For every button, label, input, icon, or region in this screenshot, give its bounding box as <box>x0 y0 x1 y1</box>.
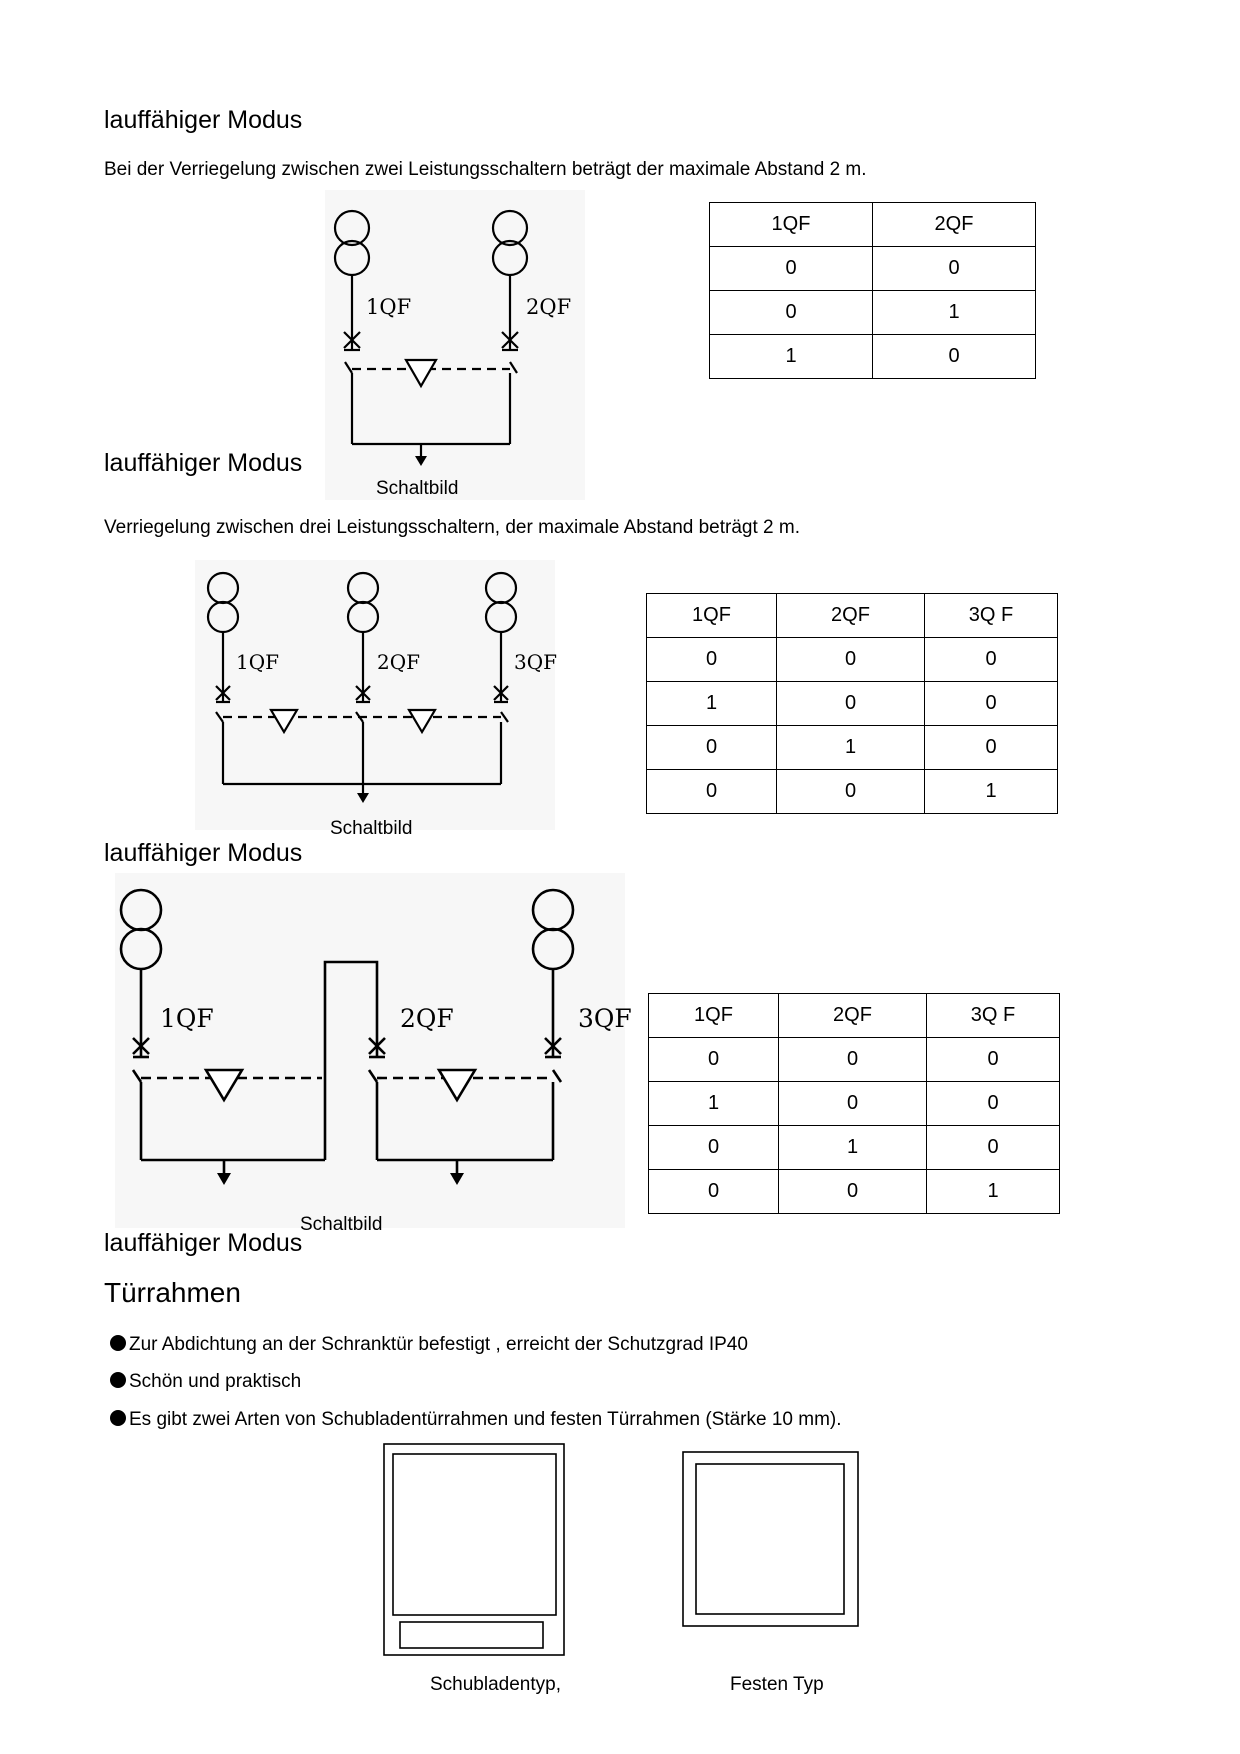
table-cell: 0 <box>927 1126 1060 1170</box>
door-frame-heading: Türrahmen <box>104 1277 241 1308</box>
table-cell: 1 <box>927 1170 1060 1214</box>
truth-table-two-breakers <box>709 202 1036 379</box>
table-cell: 0 <box>873 335 1036 379</box>
table-cell: 0 <box>779 1038 927 1082</box>
table-cell: 0 <box>647 726 777 770</box>
schematic-caption: Schaltbild <box>330 818 413 839</box>
breaker-label: 2QF <box>377 650 420 674</box>
table-cell: 0 <box>927 1038 1060 1082</box>
bullet-icon <box>110 1372 126 1388</box>
table-cell: 1 <box>649 1082 779 1126</box>
table-cell: 0 <box>777 682 925 726</box>
drawer-type-frame-slot <box>400 1622 543 1648</box>
fixed-type-frame-inner <box>696 1464 844 1614</box>
table-cell: 0 <box>777 770 925 814</box>
bullet-text: Schön und praktisch <box>129 1371 302 1392</box>
table-cell: 0 <box>647 770 777 814</box>
bullet-icon <box>110 1335 126 1351</box>
table-cell: 1 <box>925 770 1058 814</box>
table-cell: 0 <box>777 638 925 682</box>
schematic-three-breakers-a <box>195 560 555 830</box>
fixed-type-caption: Festen Typ <box>730 1674 824 1695</box>
table-cell: 0 <box>925 638 1058 682</box>
drawer-type-frame-inner <box>393 1454 556 1615</box>
fixed-type-frame-outer <box>683 1452 858 1626</box>
drawer-type-caption: Schubladentyp, <box>430 1674 561 1695</box>
table-cell: 0 <box>925 682 1058 726</box>
table-header: 2QF <box>779 994 927 1038</box>
table-cell: 1 <box>779 1126 927 1170</box>
drawer-type-frame-outer <box>384 1444 564 1655</box>
intro-text-three-breakers: Verriegelung zwischen drei Leistungsschaltern, der maximale Abstand beträgt 2 m. <box>104 517 800 538</box>
feature-bullet <box>110 1409 842 1431</box>
bullet-icon <box>110 1410 126 1426</box>
truth-table-three-breakers-a <box>646 593 1058 814</box>
table-header: 3Q F <box>925 594 1058 638</box>
breaker-label: 1QF <box>236 650 279 674</box>
table-cell: 0 <box>710 247 873 291</box>
breaker-label: 2QF <box>400 1004 454 1033</box>
table-cell: 0 <box>649 1038 779 1082</box>
breaker-label: 3QF <box>514 650 557 674</box>
table-cell: 0 <box>925 726 1058 770</box>
truth-table-three-breakers-b <box>648 993 1060 1214</box>
table-cell: 0 <box>779 1170 927 1214</box>
table-cell: 0 <box>649 1126 779 1170</box>
table-header: 3Q F <box>927 994 1060 1038</box>
intro-text-two-breakers: Bei der Verriegelung zwischen zwei Leistungsschaltern beträgt der maximale Abstand 2 m. <box>104 159 867 180</box>
bullet-text: Es gibt zwei Arten von Schubladentürrahmen und festen Türrahmen (Stärke 10 mm). <box>129 1409 842 1430</box>
table-cell: 0 <box>710 291 873 335</box>
bullet-text: Zur Abdichtung an der Schranktür befestigt , erreicht der Schutzgrad IP40 <box>129 1334 748 1355</box>
table-cell: 1 <box>873 291 1036 335</box>
mode-label: lauffähiger Modus <box>104 1229 303 1257</box>
table-header: 1QF <box>710 203 873 247</box>
table-cell: 0 <box>779 1082 927 1126</box>
schematic-three-breakers-b <box>115 873 632 1228</box>
table-cell: 0 <box>649 1170 779 1214</box>
table-header: 2QF <box>873 203 1036 247</box>
feature-bullet <box>110 1371 301 1393</box>
breaker-label: 1QF <box>366 295 412 319</box>
section-heading: lauffähiger Modus <box>104 106 303 134</box>
schematic-caption: Schaltbild <box>376 478 459 499</box>
schematic-two-breakers <box>325 190 585 500</box>
table-cell: 1 <box>647 682 777 726</box>
table-header: 1QF <box>647 594 777 638</box>
table-cell: 0 <box>873 247 1036 291</box>
table-cell: 1 <box>710 335 873 379</box>
breaker-label: 1QF <box>160 1004 214 1033</box>
table-cell: 0 <box>647 638 777 682</box>
schematic-caption: Schaltbild <box>300 1214 383 1235</box>
table-header: 1QF <box>649 994 779 1038</box>
breaker-label: 2QF <box>526 295 572 319</box>
breaker-label: 3QF <box>578 1004 632 1033</box>
door-frame-drawings <box>380 1440 880 1670</box>
mode-label: lauffähiger Modus <box>104 449 303 477</box>
table-header: 2QF <box>777 594 925 638</box>
table-cell: 0 <box>927 1082 1060 1126</box>
feature-bullet <box>110 1334 748 1356</box>
table-cell: 1 <box>777 726 925 770</box>
mode-label: lauffähiger Modus <box>104 839 303 867</box>
